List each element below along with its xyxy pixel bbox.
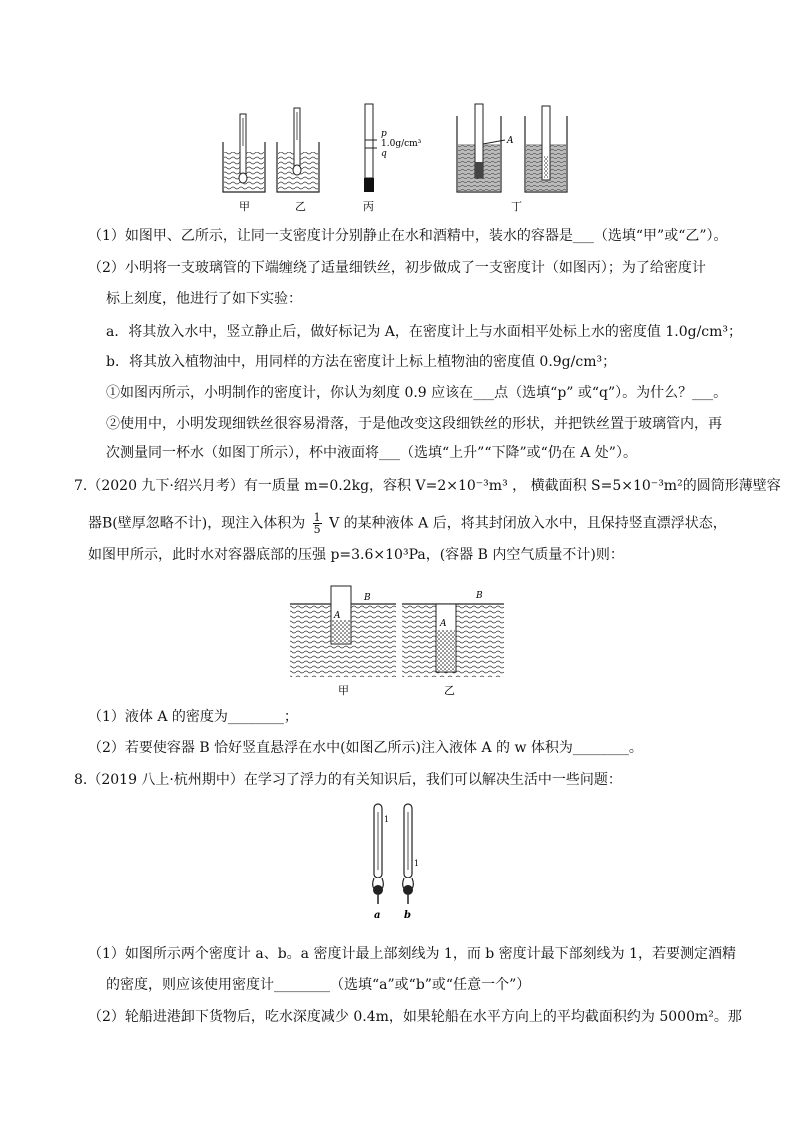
beaker-ding-1 bbox=[457, 104, 514, 192]
q6-part1: （1）如图甲、乙所示，让同一支密度计分别静止在水和酒精中，装水的容器是___（选填“甲”或“乙”）。 bbox=[88, 228, 728, 244]
caption-ding: 丁 bbox=[511, 200, 522, 213]
svg-text:B: B bbox=[476, 591, 483, 601]
water-pane-yi bbox=[402, 591, 504, 677]
figure-container-b bbox=[288, 584, 506, 700]
caption-jia-2: 甲 bbox=[338, 684, 349, 697]
caption-jia: 甲 bbox=[239, 200, 250, 213]
figure-hydrometers-ab bbox=[362, 800, 432, 922]
caption-bing: 丙 bbox=[363, 200, 374, 213]
figure-density-meters bbox=[215, 100, 585, 215]
svg-text:B: B bbox=[364, 593, 371, 603]
q7-stem-3: 如图甲所示，此时水对容器底部的压强 p=3.6×10³Pa，(容器 B 内空气质量不计)则： bbox=[88, 547, 624, 563]
q6-sub1: ①如图丙所示，小明制作的密度计，你认为刻度 0.9 应该在___点（选填“p” 或“q”）。为什么？___。 bbox=[106, 385, 728, 401]
fraction-numerator: 1 bbox=[313, 511, 321, 524]
fraction-denominator: 5 bbox=[313, 523, 321, 536]
q6-step-b: b．将其放入植物油中，用同样的方法在密度计上标上植物油的密度值 0.9g/cm³； bbox=[106, 354, 617, 370]
svg-text:1: 1 bbox=[384, 815, 390, 824]
svg-text:1: 1 bbox=[414, 859, 420, 868]
q8-part2: （2）轮船进港卸下货物后，吃水深度减少 0.4m，如果轮船在水平方向上的平均截面积约为 5000m²。那 bbox=[88, 1009, 742, 1025]
beaker-ding-2 bbox=[525, 106, 567, 192]
q7-part1: （1）液体 A 的密度为________； bbox=[88, 709, 298, 725]
svg-text:A: A bbox=[334, 611, 341, 621]
water-pane-jia bbox=[290, 586, 396, 677]
svg-text:A: A bbox=[440, 619, 447, 629]
q8-stem: 8.（2019 八上·杭州期中）在学习了浮力的有关知识后，我们可以解决生活中一些问题： bbox=[74, 772, 622, 788]
q6-step-a: a．将其放入水中，竖立静止后，做好标记为 A，在密度计上与水面相平处标上水的密度值 1.0g/cm³； bbox=[106, 324, 743, 340]
q6-sub2: ②使用中，小明发现细铁丝很容易滑落，于是他改变这段细铁丝的形状，并把铁丝置于玻璃管内，再 bbox=[106, 416, 722, 432]
q6-part2: （2）小明将一支玻璃管的下端缠绕了适量细铁丝，初步做成了一支密度计（如图丙）；为了给密度计 bbox=[88, 260, 706, 276]
beaker-yi bbox=[277, 108, 319, 192]
q7-part2: （2）若要使容器 B 恰好竖直悬浮在水中(如图乙所示)注入液体 A 的 w 体积为________。 bbox=[88, 740, 643, 756]
caption-yi-2: 乙 bbox=[444, 684, 455, 697]
q7-stem-2 bbox=[88, 512, 727, 535]
svg-text:1.0g/cm³: 1.0g/cm³ bbox=[381, 139, 422, 149]
beaker-jia bbox=[223, 114, 265, 192]
label-b: b bbox=[404, 910, 411, 921]
q7-stem-2a: 器B(壁厚忽略不计)，现注入体积为 bbox=[88, 515, 306, 532]
q6-sub2-cont: 次测量同一杯水（如图丁所示），杯中液面将___（选填“上升”“下降”或“仍在 A 处”）。 bbox=[106, 445, 637, 461]
label-a: a bbox=[374, 910, 381, 921]
q7-stem-1: 7.（2020 九下·绍兴月考）有一质量 m=0.2kg，容积 V=2×10⁻³m³ ， 横截面积 S=5×10⁻³m²的圆筒形薄壁容 bbox=[74, 478, 781, 494]
q8-part1: （1）如图所示两个密度计 a、b。a 密度计最上部刻线为 1，而 b 密度计最下部刻线为 1，若要测定酒精 bbox=[88, 946, 737, 962]
q6-part2-cont: 标上刻度，他进行了如下实验： bbox=[106, 291, 302, 307]
tube-bing bbox=[364, 104, 422, 192]
q7-stem-2b: V 的某种液体 A 后，将其封闭放入水中，且保持竖直漂浮状态， bbox=[329, 515, 727, 532]
q8-part1-cont: 的密度，则应该使用密度计________（选填“a”或“b”或“任意一个”） bbox=[106, 977, 531, 993]
svg-text:p: p bbox=[381, 129, 387, 139]
caption-yi: 乙 bbox=[295, 200, 306, 213]
fraction bbox=[313, 512, 322, 535]
svg-text:A: A bbox=[507, 136, 514, 146]
svg-text:q: q bbox=[381, 149, 387, 159]
hydrometer-a bbox=[373, 804, 389, 904]
hydrometer-b bbox=[403, 804, 419, 904]
